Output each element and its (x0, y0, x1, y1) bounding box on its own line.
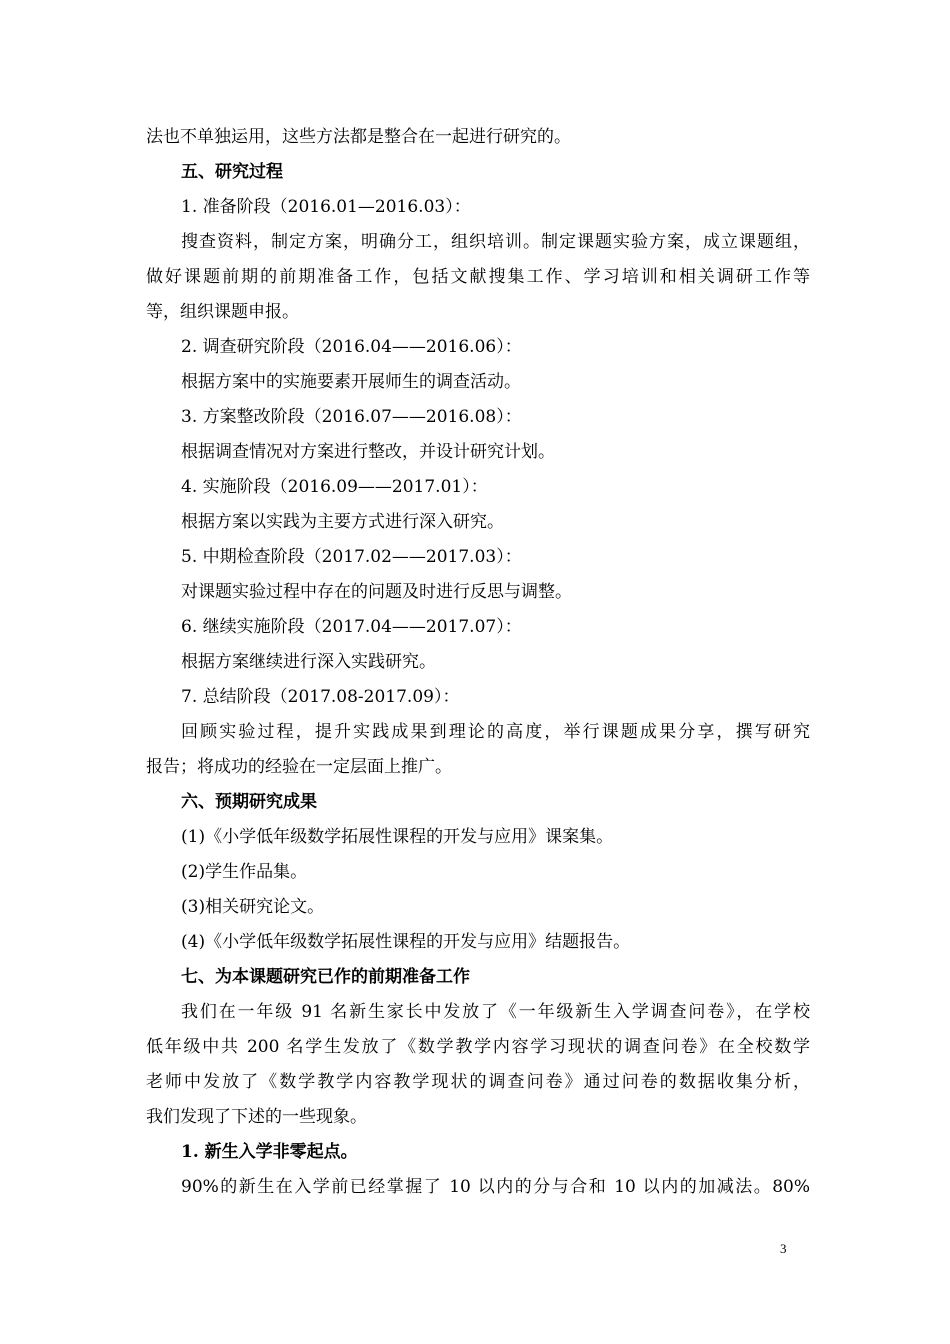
page-number: 3 (780, 1241, 787, 1256)
paragraph-line: 做好课题前期的前期准备工作，包括文献搜集工作、学习培训和相关调研工作等 (146, 267, 810, 287)
section-heading: 五、研究过程 (181, 162, 283, 182)
list-item: (3)相关研究论文。 (181, 897, 325, 917)
paragraph-line: 我们在一年级 91 名新生家长中发放了《一年级新生入学调查问卷》，在学校 (181, 1002, 810, 1022)
stage-heading: 6. 继续实施阶段（2017.04——2017.07）： (181, 617, 522, 637)
paragraph-line: 搜查资料，制定方案，明确分工，组织培训。制定课题实验方案，成立课题组， (181, 232, 810, 252)
subsection-heading: 1. 新生入学非零起点。 (181, 1142, 358, 1162)
paragraph-line: 对课题实验过程中存在的问题及时进行反思与调整。 (181, 582, 572, 602)
paragraph-line: 根据方案中的实施要素开展师生的调查活动。 (181, 372, 521, 392)
stage-heading: 7. 总结阶段（2017.08-2017.09）： (181, 687, 460, 707)
stage-heading: 4. 实施阶段（2016.09——2017.01）： (181, 477, 488, 497)
paragraph-line: 低年级中共 200 名学生发放了《数学教学内容学习现状的调查问卷》在全校数学 (146, 1037, 810, 1057)
paragraph-line: 报告；将成功的经验在一定层面上推广。 (146, 757, 452, 777)
paragraph-line: 法也不单独运用，这些方法都是整合在一起进行研究的。 (146, 127, 571, 147)
list-item: (1)《小学低年级数学拓展性课程的开发与应用》课案集。 (181, 827, 614, 847)
paragraph-line: 根据方案继续进行深入实践研究。 (181, 652, 436, 672)
paragraph-line: 我们发现了下述的一些现象。 (146, 1107, 367, 1127)
paragraph-line: 老师中发放了《数学教学内容教学现状的调查问卷》通过问卷的数据收集分析， (146, 1072, 810, 1092)
list-item: (4)《小学低年级数学拓展性课程的开发与应用》结题报告。 (181, 932, 631, 952)
paragraph-line: 等，组织课题申报。 (146, 302, 299, 322)
section-heading: 七、为本课题研究已作的前期准备工作 (181, 967, 470, 987)
stage-heading: 3. 方案整改阶段（2016.07——2016.08）： (181, 407, 522, 427)
paragraph-line: 根据调查情况对方案进行整改，并设计研究计划。 (181, 442, 555, 462)
stage-heading: 5. 中期检查阶段（2017.02——2017.03）： (181, 547, 522, 567)
paragraph-line: 回顾实验过程，提升实践成果到理论的高度，举行课题成果分享，撰写研究 (181, 722, 810, 742)
section-heading: 六、预期研究成果 (181, 792, 317, 812)
stage-heading: 1. 准备阶段（2016.01—2016.03）： (181, 197, 471, 217)
stage-heading: 2. 调查研究阶段（2016.04——2016.06）： (181, 337, 522, 357)
list-item: (2)学生作品集。 (181, 862, 308, 882)
paragraph-line: 90%的新生在入学前已经掌握了 10 以内的分与合和 10 以内的加减法。80% (181, 1177, 810, 1197)
paragraph-line: 根据方案以实践为主要方式进行深入研究。 (181, 512, 504, 532)
